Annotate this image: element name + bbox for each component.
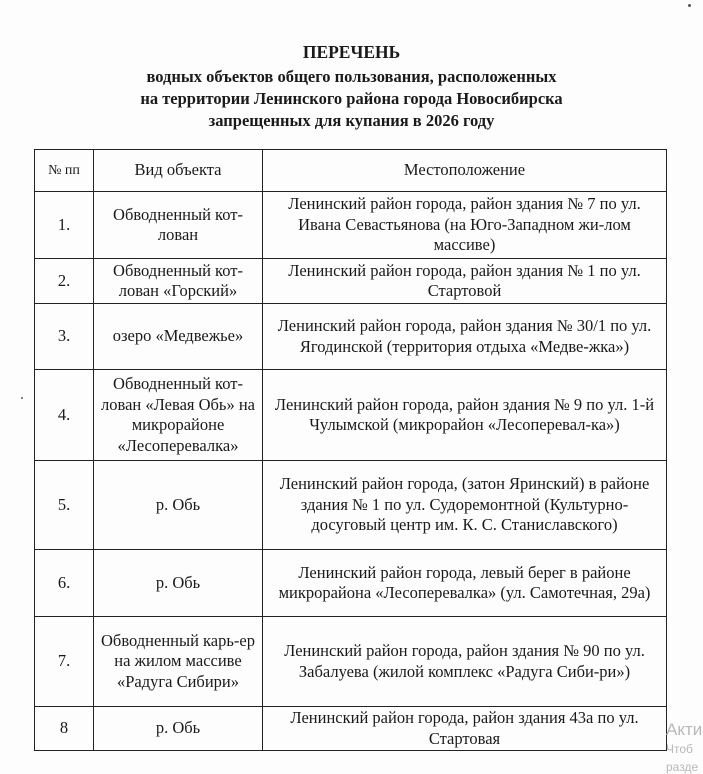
header-object-type: Вид объекта [94,150,263,192]
scan-speck [688,4,691,7]
document-subtitle-line-1: водных объектов общего пользования, расположенных [146,67,557,86]
row-location: Ленинский район города, (затон Яринский) в районе здания № 1 по ул. Судоремонтной (Культурно-досуговый центр им. К. С. Станиславского) [263,461,667,550]
row-object-type: озеро «Медвежье» [94,304,263,370]
row-object-type: р. Обь [94,707,263,751]
table-row [35,304,667,370]
row-object-type: р. Обь [94,550,263,617]
header-location: Местоположение [263,150,667,192]
row-num: 6. [35,550,94,617]
row-object-type: р. Обь [94,461,263,550]
water-objects-table [34,149,667,751]
os-activation-watermark-line-2: Чтоб [666,742,693,756]
row-object-type: Обводненный кот-лован [94,192,263,259]
row-num: 8 [35,707,94,751]
row-num: 3. [35,304,94,370]
row-num: 7. [35,617,94,707]
table-row [35,259,667,304]
row-location: Ленинский район города, район здания № 90 по ул. Забалуева (жилой комплекс «Радуга Сиби-ри») [263,617,667,707]
row-num: 4. [35,370,94,461]
row-location: Ленинский район города, район здания № 9 по ул. 1-й Чулымской (микрорайон «Лесоперевал-ка») [263,370,667,461]
row-object-type: Обводненный карь-ер на жилом массиве «Радуга Сибири» [94,617,263,707]
document-title: ПЕРЕЧЕНЬ [302,42,401,62]
row-num: 2. [35,259,94,304]
row-location: Ленинский район города, район здания № 7 по ул. Ивана Севастьянова (на Юго-Западном жи-лом массиве) [263,192,667,259]
row-location: Ленинский район города, район здания № 1 по ул. Стартовой [263,259,667,304]
os-activation-watermark-line-1: Акти [666,720,703,739]
document-subtitle-line-2: на территории Ленинского района города Новосибирска [140,89,563,108]
document-subtitle-line-3: запрещенных для купания в 2026 году [208,111,495,130]
table-row [35,617,667,707]
table-header-row [35,150,667,192]
row-num: 1. [35,192,94,259]
row-object-type: Обводненный кот-лован «Горский» [94,259,263,304]
table-row [35,707,667,751]
table-row [35,192,667,259]
scan-speck [21,397,23,399]
table-row [35,370,667,461]
table-row [35,550,667,617]
table-row [35,461,667,550]
header-num: № пп [35,150,94,192]
row-location: Ленинский район города, район здания № 30/1 по ул. Ягодинской (территория отдыха «Медве-жка») [263,304,667,370]
row-object-type: Обводненный кот-лован «Левая Обь» на микрорайоне «Лесоперевалка» [94,370,263,461]
row-location: Ленинский район города, левый берег в районе микрорайона «Лесоперевалка» (ул. Самотечная, 29а) [263,550,667,617]
os-activation-watermark-line-3: разде [666,760,699,774]
row-num: 5. [35,461,94,550]
row-location: Ленинский район города, район здания 43а по ул. Стартовая [263,707,667,751]
